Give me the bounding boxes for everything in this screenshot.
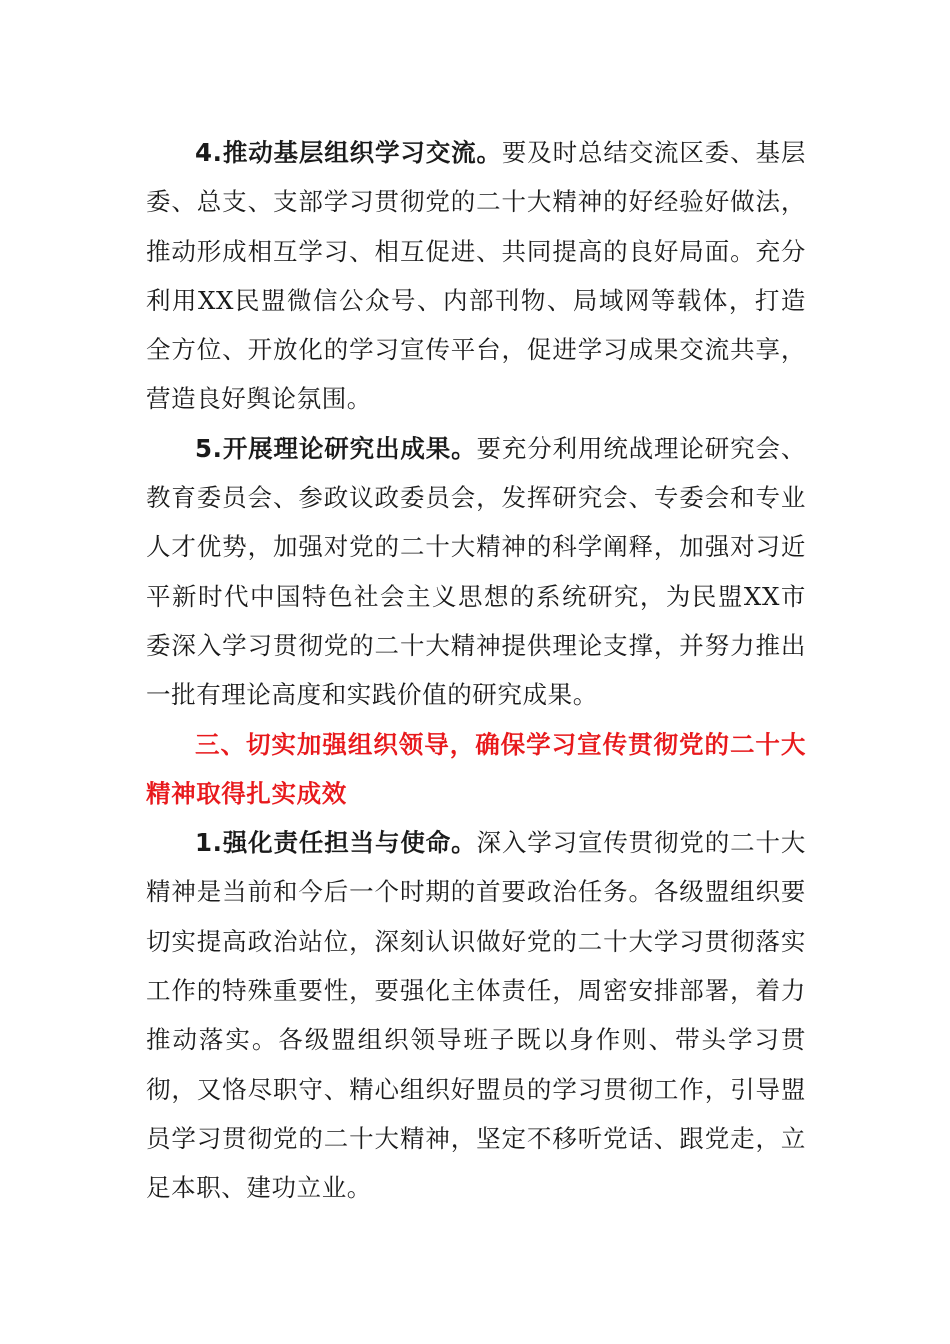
paragraph-item-4 xyxy=(146,128,806,424)
paragraph-lead: 4.推动基层组织学习交流。 xyxy=(195,138,502,167)
paragraph-item-1 xyxy=(146,818,806,1212)
paragraph-text: 要充分利用统战理论研究会、教育委员会、参政议政委员会，发挥研究会、专委会和专业人才优势，加强对党的二十大精神的科学阐释，加强对习近平新时代中国特色社会主义思想的系统研究，为民盟XX市委深入学习贯彻党的二十大精神提供理论支撑，并努力推出一批有理论高度和实践价值的研究成果。 xyxy=(146,433,806,710)
paragraph-text: 要及时总结交流区委、基层委、总支、支部学习贯彻党的二十大精神的好经验好做法，推动形成相互学习、相互促进、共同提高的良好局面。充分利用XX民盟微信公众号、内部刊物、局域网等载体，打造全方位、开放化的学习宣传平台，促进学习成果交流共享，营造良好舆论氛围。 xyxy=(146,138,806,414)
paragraph-lead: 5.开展理论研究出成果。 xyxy=(195,433,477,463)
document-body xyxy=(146,128,806,1213)
section-heading: 三、切实加强组织领导，确保学习宣传贯彻党的二十大精神取得扎实成效 xyxy=(146,729,806,808)
paragraph-item-5 xyxy=(146,424,806,720)
paragraph-text: 深入学习宣传贯彻党的二十大精神是当前和今后一个时期的首要政治任务。各级盟组织要切实提高政治站位，深刻认识做好党的二十大学习贯彻落实工作的特殊重要性，要强化主体责任，周密安排部署，着力推动落实。各级盟组织领导班子既以身作则、带头学习贯彻，又恪尽职守、精心组织好盟员的学习贯彻工作，引导盟员学习贯彻党的二十大精神，坚定不移听党话、跟党走，立足本职、建功立业。 xyxy=(146,828,806,1203)
paragraph-lead: 1.强化责任担当与使命。 xyxy=(195,828,477,858)
